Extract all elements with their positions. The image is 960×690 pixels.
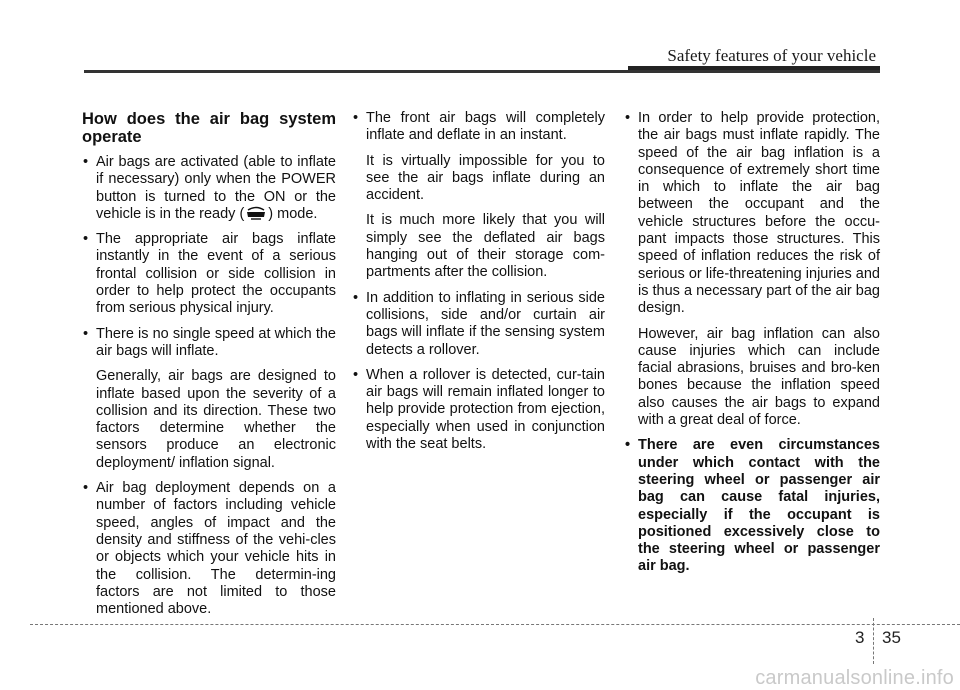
column-2 bbox=[352, 110, 605, 461]
list-item bbox=[352, 290, 605, 359]
watermark: carmanualsonline.info bbox=[755, 667, 954, 689]
bullet-paragraph: It is virtually impossible for you to see the air bags inflate during an accident. bbox=[366, 152, 605, 204]
bullet-text: There are even circumstances under which contact with the steering wheel or passenger air bag can cause fatal injuries, especially if the occupant is positioned excessively close to the steering wheel or passenger air bag. bbox=[638, 437, 880, 575]
bullet-paragraph: It is much more likely that you will simply see the deflated air bags hanging out of their storage com-partments after the collision. bbox=[366, 212, 605, 281]
bullet-paragraph: Generally, air bags are designed to inflate based upon the severity of a collision and its direction. These two factors determine whether the sensors produce an electronic deployment/ inflation signal. bbox=[96, 368, 336, 471]
bullet-text: Air bags are activated (able to inflate if necessary) only when the POWER button is turned to the ON or the vehicle is in the ready ( bbox=[96, 154, 336, 222]
header-rule bbox=[84, 70, 880, 73]
bullet-text: When a rollover is detected, cur-tain air bags will remain inflated longer to help provide protection from ejection, especially when used in conjunction with the seat belts. bbox=[366, 366, 605, 453]
list-item bbox=[82, 154, 336, 223]
ready-indicator-car-icon bbox=[245, 206, 267, 220]
bullet-list-col1 bbox=[82, 154, 336, 618]
bullet-paragraph: • The front air bags will completely inflate and deflate in an instant. bbox=[366, 110, 605, 144]
chapter-number: 3 bbox=[855, 628, 865, 647]
column-3 bbox=[624, 110, 880, 584]
bullet-text: ) mode. bbox=[268, 205, 318, 222]
bullet-text: In addition to inflating in serious side collisions, side and/or curtain air bags will inflate if the sensing system detects a rollover. bbox=[366, 289, 605, 358]
list-item bbox=[624, 110, 880, 429]
page-number: 35 bbox=[882, 628, 901, 647]
bullet-text: The appropriate air bags inflate instantly in the event of a serious frontal collision or side collision in order to help protect the occupants from serious physical injury. bbox=[96, 231, 336, 317]
bullet-paragraph: However, air bag inflation can also cause injuries which can include facial abrasions, bruises and bro-ken bones because the inflation speed also causes the air bags to expand with a great deal of force. bbox=[638, 325, 880, 429]
list-item bbox=[82, 231, 336, 317]
list-item bbox=[352, 110, 605, 282]
bullet-paragraph: • There is no single speed at which the air bags will inflate. bbox=[96, 325, 336, 359]
column-1 bbox=[82, 110, 336, 626]
warning-list-item bbox=[624, 437, 880, 575]
list-item bbox=[82, 480, 336, 618]
list-item bbox=[352, 367, 605, 453]
footer-separator bbox=[873, 618, 874, 664]
bullet-text: Air bag deployment depends on a number of factors including vehicle speed, angles of impact and the density and stiffness of the vehi-cles or objects which your vehicle hits in the collision. The determin-ing factors are not limited to those mentioned above. bbox=[96, 480, 336, 618]
bullet-list-col2 bbox=[352, 110, 605, 453]
footer-rule bbox=[30, 624, 960, 625]
bullet-paragraph: • In order to help provide protection, the air bags must inflate rapidly. The speed of the air bag inflation is a consequence of extremely short time in which to inflate the air bag between the occupant and the vehicle structures before the occu-pant impacts those structures. This speed of inflation reduces the risk of serious or life-threatening injuries and is thus a necessary part of the air bag design. bbox=[638, 110, 880, 317]
section-heading: How does the air bag system operate bbox=[82, 110, 336, 146]
running-header: Safety features of your vehicle bbox=[667, 46, 876, 65]
list-item bbox=[82, 326, 336, 472]
bullet-list-col3 bbox=[624, 110, 880, 576]
